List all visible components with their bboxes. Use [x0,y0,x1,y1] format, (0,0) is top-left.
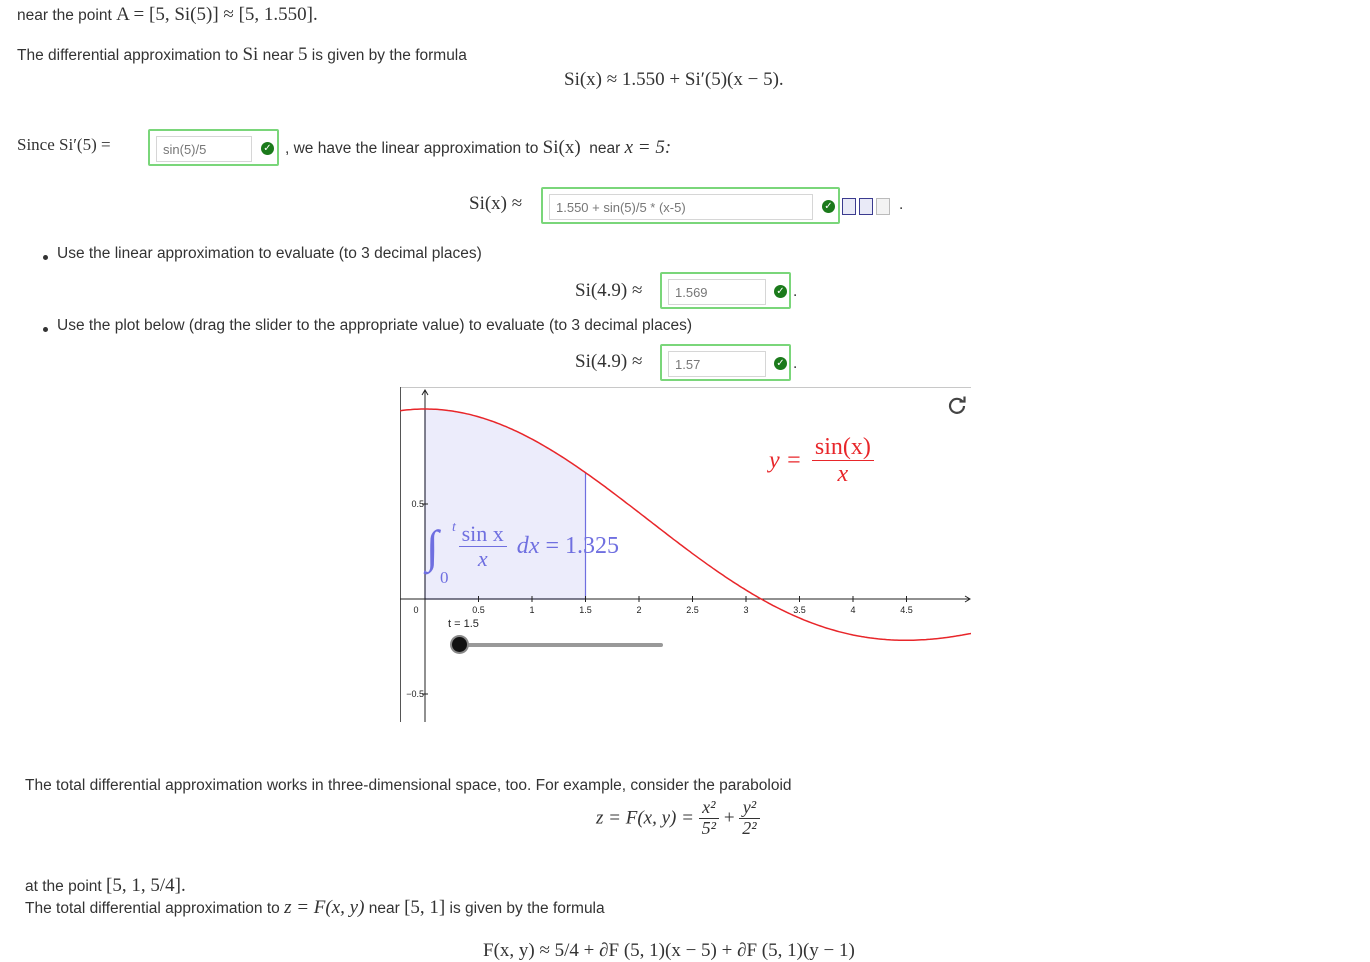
slider-thumb[interactable] [452,637,467,652]
period: . [793,283,798,300]
linear-lhs: Si(x) ≈ [469,193,523,214]
curve-label-lhs: y = [769,447,802,474]
bullet-lhs: Si(4.9) ≈ [575,351,643,372]
since-label: Since Si′(5) = [17,135,111,154]
curve-label [769,434,874,488]
bullet-dot [43,327,48,332]
integral-sign: ∫ [426,521,439,572]
intro-near-point: near the point A = [5, Si(5)] ≈ [5, 1.550]. [17,4,318,25]
integral-eq: = [545,533,559,559]
x-tick-label: 0.5 [472,605,485,615]
x-tick-label: 4.5 [900,605,913,615]
integral-num: sin x [459,522,507,547]
curve-label-num: sin(x) [812,434,874,461]
refresh-icon[interactable] [947,395,967,415]
paraboloid-formula: z = F(x, y) = $\frac{\text{x²}}{\text{5²}}$ + $\frac{\text{y²}}{\text{2²}}$ [596,798,760,839]
notes-icon[interactable] [876,198,890,215]
x-tick-label: 1 [529,605,535,615]
plot-eval-answer-box [660,344,791,381]
syntax-help-icon[interactable] [859,198,873,215]
period: . [793,355,798,372]
y-tick-label: −0.5 [406,689,424,699]
x-tick-label: 3 [743,605,749,615]
point-line: at the point [5, 1, 5/4]. [25,875,186,896]
bullet-dot [43,255,48,260]
y-tick-label: 0.5 [411,499,424,509]
derivative-answer-input[interactable] [156,136,252,162]
x-tick-label: 1.5 [579,605,592,615]
integral-upper: t [452,520,456,535]
linear-answer-box [541,187,840,224]
x-tick-label: 4 [850,605,856,615]
integral-lower: 0 [440,568,449,587]
bullet-text: Use the plot below (drag the slider to the appropriate value) to evaluate (to 3 decimal places) [57,317,692,334]
correct-check-icon: ✓ [822,200,835,213]
correct-check-icon: ✓ [774,357,787,370]
since-tail: , we have the linear approximation to Si(x) near x = 5: [285,137,672,158]
integral-dx: dx [516,533,540,559]
preview-icon[interactable] [842,198,856,215]
partial-formula: F(x, y) ≈ 5/4 + ∂F (5, 1)(x − 5) + ∂F (5, 1)(y − 1) [483,940,855,961]
slider-label: t = 1.5 [448,618,479,630]
x-tick-label: 2 [636,605,642,615]
linear-eval-answer-box [660,272,791,309]
curve-label-den: x [837,461,849,488]
linear-period: . [899,196,904,213]
derivative-answer-box [148,129,279,166]
integral-label [426,520,619,587]
paraboloid-text: The total differential approximation works in three-dimensional space, too. For example, consider the paraboloid [25,777,792,794]
bullet-lhs: Si(4.9) ≈ [575,280,643,301]
integral-value: 1.325 [565,533,619,559]
diff-formula: Si(x) ≈ 1.550 + Si′(5)(x − 5). [564,69,784,90]
correct-check-icon: ✓ [261,142,274,155]
x-tick-label: 2.5 [686,605,699,615]
integral-den: x [477,546,488,571]
applet-frame [400,387,971,722]
point-math: A = [5, Si(5)] ≈ [5, 1.550]. [116,4,318,25]
linear-answer-input[interactable] [549,194,813,220]
bullet-text: Use the linear approximation to evaluate (to 3 decimal places) [57,245,482,262]
correct-check-icon: ✓ [774,285,787,298]
linear-eval-answer-input[interactable] [668,279,766,305]
intro-diff-line: The differential approximation to Si near 5 is given by the formula [17,44,467,65]
x-tick-label: 3.5 [793,605,806,615]
total-diff-line: The total differential approximation to z = F(x, y) near [5, 1] is given by the formula [25,897,605,918]
origin-label: 0 [413,605,419,615]
plot-eval-answer-input[interactable] [668,351,766,377]
slider-track[interactable] [459,643,663,647]
